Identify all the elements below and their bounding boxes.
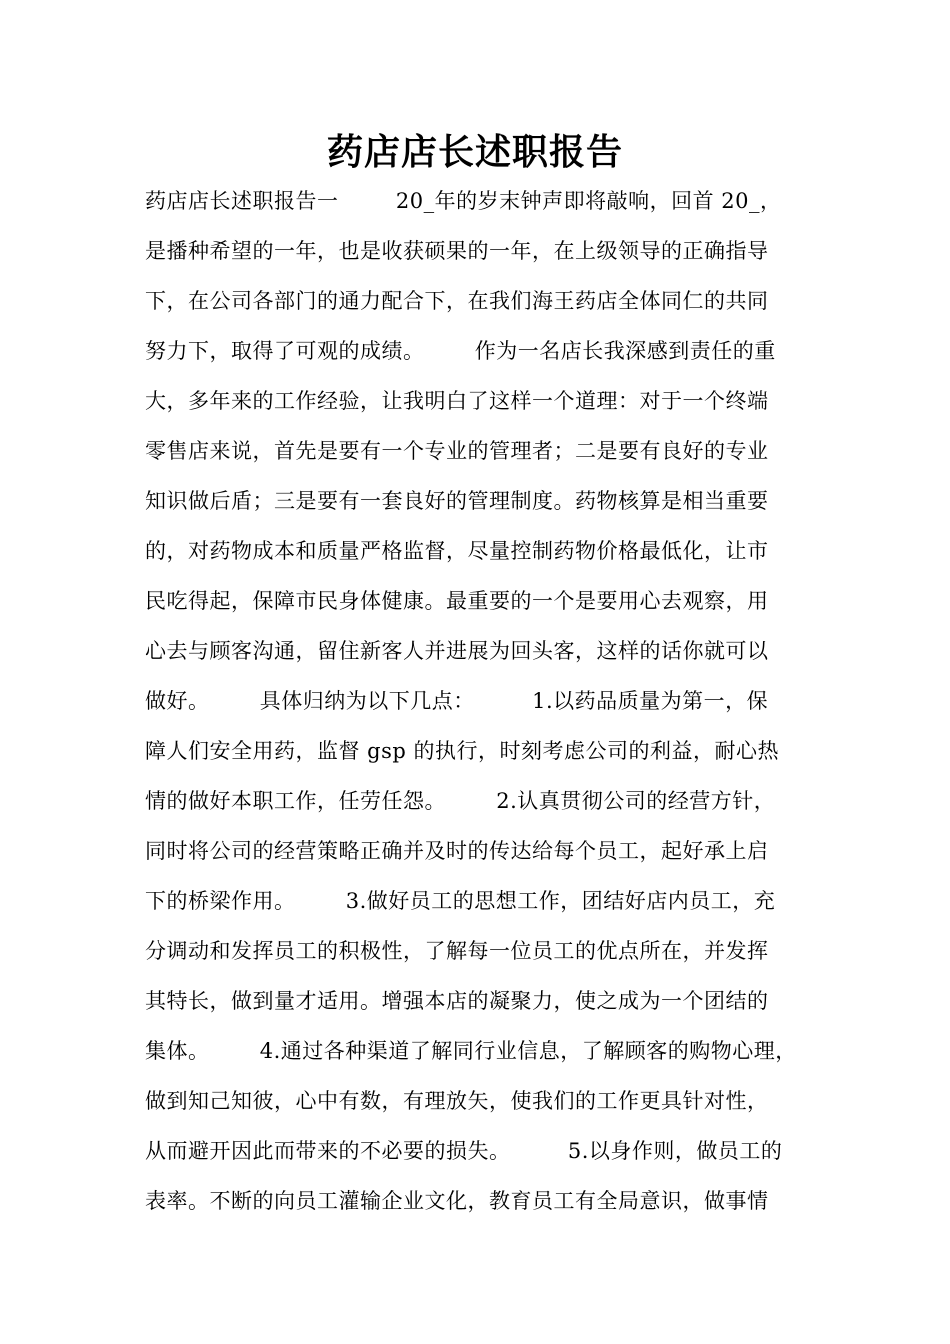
body-line: 表率。不断的向员工灌输企业文化，教育员工有全局意识，做事情 bbox=[145, 1189, 769, 1213]
body-line: 知识做后盾；三是要有一套良好的管理制度。药物核算是相当重要 bbox=[145, 489, 769, 513]
body-line: 民吃得起，保障市民身体健康。最重要的一个是要用心去观察，用 bbox=[145, 589, 769, 613]
body-line: 心去与顾客沟通，留住新客人并进展为回头客，这样的话你就可以 bbox=[145, 639, 769, 663]
body-line: 零售店来说，首先是要有一个专业的管理者；二是要有良好的专业 bbox=[145, 439, 769, 463]
body-line: 下，在公司各部门的通力配合下，在我们海王药店全体同仁的共同 bbox=[145, 289, 769, 313]
body-line: 同时将公司的经营策略正确并及时的传达给每个员工，起好承上启 bbox=[145, 839, 769, 863]
body-line: 大，多年来的工作经验，让我明白了这样一个道理：对于一个终端 bbox=[145, 389, 769, 413]
body-line: 从而避开因此而带来的不必要的损失。 5.以身作则，做员工的 bbox=[145, 1139, 783, 1163]
body-line: 的，对药物成本和质量严格监督，尽量控制药物价格最低化，让市 bbox=[145, 539, 769, 563]
body-line: 做好。 具体归纳为以下几点： 1.以药品质量为第一，保 bbox=[145, 689, 769, 713]
document-title: 药店店长述职报告 bbox=[326, 131, 623, 173]
body-line: 做到知己知彼，心中有数，有理放矢，使我们的工作更具针对性， bbox=[145, 1089, 769, 1113]
body-line: 障人们安全用药，监督 gsp 的执行，时刻考虑公司的利益，耐心热 bbox=[145, 739, 780, 763]
body-line: 药店店长述职报告一 20_年的岁末钟声即将敲响，回首 20_， bbox=[145, 189, 782, 213]
body-line: 是播种希望的一年，也是收获硕果的一年，在上级领导的正确指导 bbox=[145, 239, 769, 263]
body-line: 努力下，取得了可观的成绩。 作为一名店长我深感到责任的重 bbox=[145, 339, 776, 363]
body-line: 分调动和发挥员工的积极性，了解每一位员工的优点所在，并发挥 bbox=[145, 939, 769, 963]
body-line: 下的桥梁作用。 3.做好员工的思想工作，团结好店内员工，充 bbox=[145, 889, 776, 913]
body-line: 其特长，做到量才适用。增强本店的凝聚力，使之成为一个团结的 bbox=[145, 989, 769, 1013]
body-line: 情的做好本职工作，任劳任怨。 2.认真贯彻公司的经营方针， bbox=[145, 789, 776, 813]
body-line: 集体。 4.通过各种渠道了解同行业信息，了解顾客的购物心理， bbox=[145, 1039, 797, 1063]
